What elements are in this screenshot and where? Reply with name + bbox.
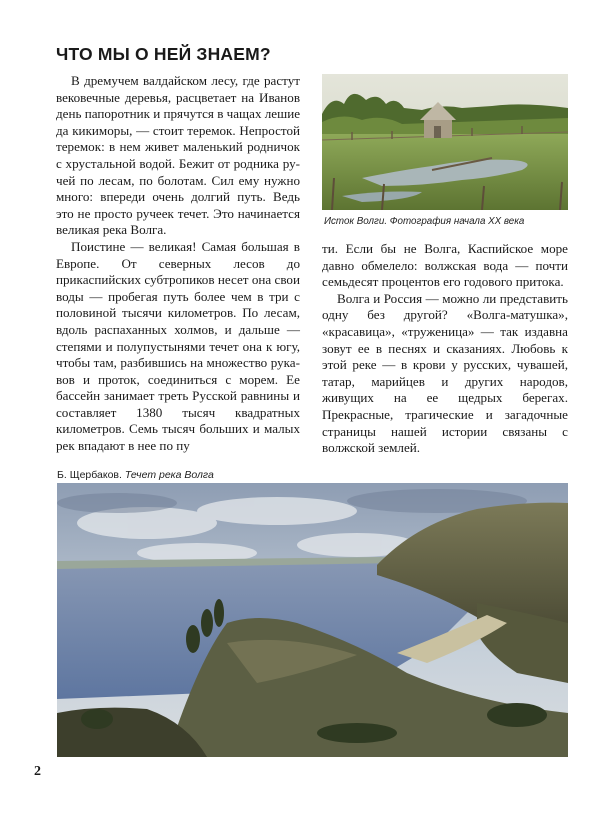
painting-author: Б. Щербаков. [57,469,122,481]
photo-caption: Исток Волги. Фотография начала XX века [324,216,525,227]
left-text-column [56,73,300,455]
volga-painting [57,483,568,757]
paragraph-2: Поистине — великая! Самая большая в Европе. От северных лесов до прикаспийских субтропиков несет она свои воды — пробегая путь более чем в три с половиной тысячи километров. По лесам, вдоль распаханных холмов, и дальше — степями и полупустынями течет она к югу, чтобы там, разбившись на множество рукавов и проток, соединиться с морем. Ее бассейн занимает треть Русской равнины и составляет 1380 тысяч квадратных километров. Семь тысяч больших и малых рек впадают в нее по пу [56,238,300,454]
paragraph-4: Волга и Россия — можно ли представить одну без другой? «Волга-матушка», «красавица», «труженица» — так издавна зовут ее в песнях и сказаниях. Любовь к этой реке — в крови у русских, чувашей, татар, марийцев и других народов, живущих на ее щедрых берегах. Прекрасные, трагические и загадочные страницы нашей истории связаны с волжской землей. [322,290,568,456]
painting-title: Течет река Волга [124,469,214,481]
painting-caption [57,469,214,481]
page-number: 2 [34,764,41,779]
page-title: ЧТО МЫ О НЕЙ ЗНАЕМ? [56,44,271,64]
volga-source-photo [322,74,568,210]
paragraph-1: В дремучем валдайском лесу, где растут вековечные деревья, расцветает на Иванов день папоротник и прячутся в чащах лешие да кикиморы, — стоит теремок. Непростой теремок: в нем живет маленький родничок с хрустальной водой. Бежит от родника ручей по лесам, по болотам. Сил ему нужно много: впереди очень долгий путь. Ведь это не просто ручеек течет. Это начинается великая река Волга. [56,73,301,238]
paragraph-3: ти. Если бы не Волга, Каспийское море давно обмелело: волжская вода — почти семьдесят процентов его годового притока. [322,241,568,290]
right-text-column [322,241,568,457]
